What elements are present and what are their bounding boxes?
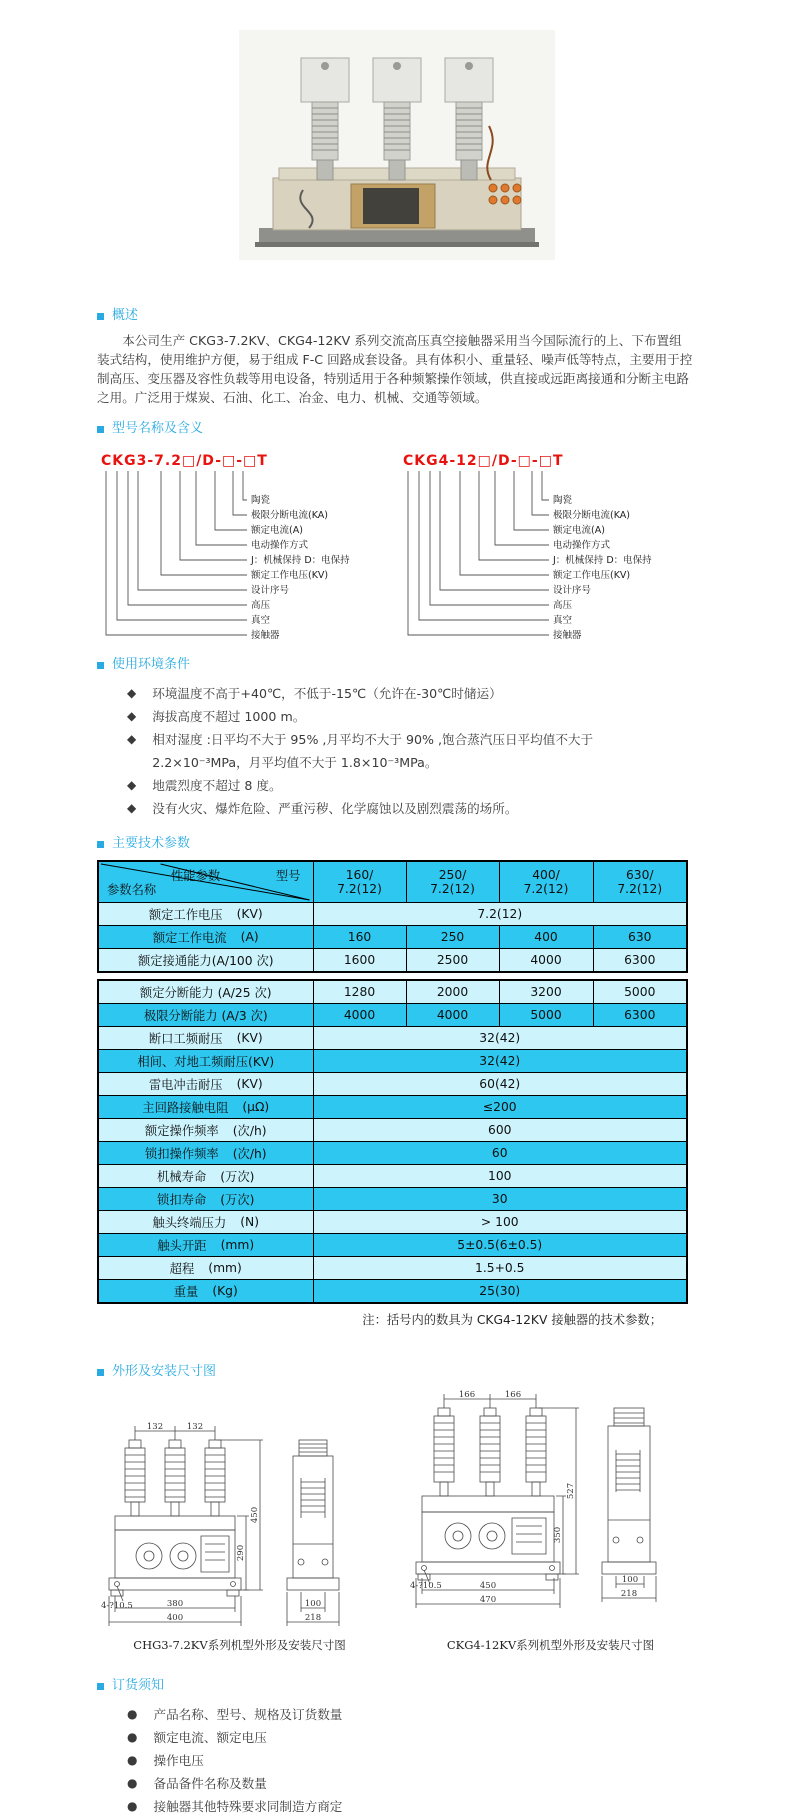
param-label: 触头终端压力 (N) xyxy=(98,1211,313,1234)
model-label: 极限分断电流(KA) xyxy=(553,510,630,521)
param-value: 4000 xyxy=(313,1004,406,1027)
param-label: 重量 (Kg) xyxy=(98,1280,313,1304)
outline-drawings xyxy=(97,1388,693,1653)
table-row xyxy=(98,1096,687,1119)
param-value: 5000 xyxy=(593,980,687,1004)
table-row xyxy=(98,980,687,1004)
param-value-span: > 100 xyxy=(313,1211,687,1234)
dim-label: 450 xyxy=(250,1506,260,1524)
model-label: J：机械保持 D：电保持 xyxy=(251,555,350,566)
dot-bullet-icon: ● xyxy=(127,1730,138,1744)
param-value: 1600 xyxy=(313,949,406,973)
param-value: 160 xyxy=(313,926,406,949)
table-header-row xyxy=(98,861,687,903)
product-datasheet-page xyxy=(0,30,793,1820)
drawing-caption-ckg3: CHG3-7.2KV系列机型外形及安装尺寸图 xyxy=(133,1638,346,1652)
model-label: 电动操作方式 xyxy=(553,540,611,551)
environment-item: ◆ 相对湿度 :日平均不大于 95% ,月平均不大于 90% ,饱合蒸汽压日平均值不大于 2.2×10⁻³MPa，月平均值不大于 1.8×10⁻³MPa。 xyxy=(97,728,693,774)
model-label: 设计序号 xyxy=(553,585,592,596)
section-drawings xyxy=(97,1364,693,1653)
table-row xyxy=(98,1257,687,1280)
overview-paragraph: 本公司生产 CKG3-7.2KV、CKG4-12KV 系列交流高压真空接触器采用当今国际流行的上、下布置组装式结构，使用维护方便，易于组成 F-C 回路成套设备。具有体积小、重量轻、噪声低等特点，主要用于控制高压、变压器及容性负载等用电设备，特别适用于各种频繁操作领域，供直接或远距离接通和分断主电路之用。广泛用于煤炭、石油、化工、冶金、电力、机械、交通等领域。 xyxy=(97,333,693,405)
column-header: 250/ 7.2(12) xyxy=(406,861,499,903)
dim-label: 218 xyxy=(304,1613,322,1623)
overview-heading xyxy=(97,308,693,324)
parameters-heading-text: 主要技术参数 xyxy=(112,836,191,851)
ordering-item: ● 备品备件名称及数量 xyxy=(97,1772,693,1795)
param-value: 2500 xyxy=(406,949,499,973)
model-label: 高压 xyxy=(553,600,573,611)
column-header: 160/ 7.2(12) xyxy=(313,861,406,903)
dim-label: 218 xyxy=(620,1589,638,1599)
param-value-span: 1.5+0.5 xyxy=(313,1257,687,1280)
param-value-span: 100 xyxy=(313,1165,687,1188)
outline-drawing-ckg3 xyxy=(97,1418,382,1632)
dim-label: 350 xyxy=(553,1526,563,1544)
param-label: 超程 (mm) xyxy=(98,1257,313,1280)
model-heading-text: 型号名称及含义 xyxy=(112,421,204,436)
environment-heading xyxy=(97,657,693,673)
corner-model-label: 型号 xyxy=(275,869,301,883)
table-note: 注：括号内的数具为 CKG4-12KV 接触器的技术参数； xyxy=(362,1313,662,1327)
model-label: 高压 xyxy=(251,600,271,611)
dim-label: 450 xyxy=(479,1581,497,1591)
model-label: 额定电流(A) xyxy=(553,525,605,536)
ordering-list xyxy=(97,1703,693,1818)
section-bullet-icon xyxy=(97,1369,104,1376)
parameters-table-top xyxy=(97,860,688,973)
section-environment xyxy=(97,657,693,820)
diamond-bullet-icon: ◆ xyxy=(127,709,137,723)
dim-label: 166 xyxy=(504,1390,522,1400)
param-value: 400 xyxy=(499,926,593,949)
product-photo-image xyxy=(239,30,555,260)
column-header: 630/ 7.2(12) xyxy=(593,861,687,903)
drawing-lines xyxy=(416,1394,656,1608)
dim-label: 132 xyxy=(146,1422,164,1432)
corner-performance-label: 性能参数 xyxy=(171,869,221,883)
model-label: 真空 xyxy=(553,615,573,626)
param-value-span: 32(42) xyxy=(313,1050,687,1073)
model-label: 极限分断电流(KA) xyxy=(251,510,328,521)
diamond-bullet-icon: ◆ xyxy=(127,686,137,700)
ordering-item: ● 操作电压 xyxy=(97,1749,693,1772)
drawing-ckg4-block xyxy=(408,1388,693,1653)
param-label: 机械寿命 (万次) xyxy=(98,1165,313,1188)
parameters-heading xyxy=(97,836,693,852)
diamond-bullet-icon: ◆ xyxy=(127,732,137,746)
ordering-item: ● 产品名称、型号、规格及订货数量 xyxy=(97,1703,693,1726)
table-row xyxy=(98,949,687,973)
table-row xyxy=(98,1004,687,1027)
param-value: 4000 xyxy=(406,1004,499,1027)
table-row xyxy=(98,1234,687,1257)
parameters-table xyxy=(97,860,693,1328)
table-row xyxy=(98,1027,687,1050)
param-label: 锁扣操作频率 (次/h) xyxy=(98,1142,313,1165)
environment-item: ◆ 没有火灾、爆炸危险、严重污秽、化学腐蚀以及剧烈震荡的场所。 xyxy=(97,797,693,820)
table-row xyxy=(98,1142,687,1165)
param-value-span: 5±0.5(6±0.5) xyxy=(313,1234,687,1257)
overview-heading-text: 概述 xyxy=(112,308,139,323)
param-label: 额定接通能力(A/100 次) xyxy=(98,949,313,973)
param-value: 250 xyxy=(406,926,499,949)
dim-label: 470 xyxy=(479,1595,497,1605)
section-model-meaning xyxy=(97,421,693,645)
section-parameters xyxy=(97,836,693,1328)
table-row xyxy=(98,903,687,926)
model-label: 电动操作方式 xyxy=(251,540,309,551)
drawing-lines xyxy=(109,1426,339,1626)
table-row xyxy=(98,1280,687,1304)
param-value: 5000 xyxy=(499,1004,593,1027)
diamond-bullet-icon: ◆ xyxy=(127,801,137,815)
param-label: 雷电冲击耐压 (KV) xyxy=(98,1073,313,1096)
param-value-span: 600 xyxy=(313,1119,687,1142)
dim-label: 100 xyxy=(621,1575,639,1585)
column-header: 400/ 7.2(12) xyxy=(499,861,593,903)
table-row xyxy=(98,1050,687,1073)
model-code-ckg4: CKG4-12□/D-□-□T xyxy=(403,453,564,469)
diamond-bullet-icon: ◆ xyxy=(127,778,137,792)
param-value-span: 25(30) xyxy=(313,1280,687,1304)
drawings-heading xyxy=(97,1364,693,1380)
model-label: 陶瓷 xyxy=(251,495,271,506)
model-label: 设计序号 xyxy=(251,585,290,596)
drawing-ckg3-block xyxy=(97,1418,382,1653)
parameters-table-bottom xyxy=(97,979,688,1304)
model-label: 额定工作电压(KV) xyxy=(251,570,329,581)
param-value: 4000 xyxy=(499,949,593,973)
model-label: 陶瓷 xyxy=(553,495,573,506)
environment-list xyxy=(97,682,693,820)
table-row xyxy=(98,1165,687,1188)
table-row xyxy=(98,1073,687,1096)
param-label: 锁扣寿命 (万次) xyxy=(98,1188,313,1211)
dim-label: 290 xyxy=(236,1544,246,1562)
param-value-span: 60 xyxy=(313,1142,687,1165)
param-label: 额定工作电压 (KV) xyxy=(98,903,313,926)
environment-heading-text: 使用环境条件 xyxy=(112,657,191,672)
ordering-heading-text: 订货须知 xyxy=(112,1678,165,1693)
dim-label: 166 xyxy=(458,1390,476,1400)
model-code-ckg3: CKG3-7.2□/D-□-□T xyxy=(101,453,268,469)
section-ordering xyxy=(97,1678,693,1818)
param-value-span: 32(42) xyxy=(313,1027,687,1050)
param-label: 额定操作频率 (次/h) xyxy=(98,1119,313,1142)
ordering-item: ● 额定电流、额定电压 xyxy=(97,1726,693,1749)
model-label: 接触器 xyxy=(251,630,280,641)
dim-label: 132 xyxy=(186,1422,204,1432)
drawing-caption-ckg4: CKG4-12KV系列机型外形及安装尺寸图 xyxy=(446,1638,655,1652)
model-label: 额定工作电压(KV) xyxy=(553,570,631,581)
dim-label: 4-?10.5 xyxy=(410,1581,442,1591)
environment-item: ◆ 环境温度不高于+40℃，不低于-15℃（允许在-30℃时储运） xyxy=(97,682,693,705)
environment-item: ◆ 海拔高度不超过 1000 m。 xyxy=(97,705,693,728)
dim-label: 380 xyxy=(166,1599,184,1609)
param-value: 1280 xyxy=(313,980,406,1004)
section-bullet-icon xyxy=(97,313,104,320)
model-diagram-ckg3 xyxy=(97,447,395,645)
dim-label: 100 xyxy=(304,1599,322,1609)
dot-bullet-icon: ● xyxy=(127,1707,138,1721)
param-label: 主回路接触电阻 (μΩ) xyxy=(98,1096,313,1119)
dot-bullet-icon: ● xyxy=(127,1753,138,1767)
param-value: 2000 xyxy=(406,980,499,1004)
dot-bullet-icon: ● xyxy=(127,1776,138,1790)
param-label: 相间、对地工频耐压(KV) xyxy=(98,1050,313,1073)
model-diagrams xyxy=(97,447,693,645)
model-connector-lines xyxy=(106,471,247,635)
table-row xyxy=(98,1188,687,1211)
product-photo xyxy=(239,30,555,264)
dim-label: 400 xyxy=(166,1613,184,1623)
param-label: 断口工频耐压 (KV) xyxy=(98,1027,313,1050)
param-label: 额定分断能力 (A/25 次) xyxy=(98,980,313,1004)
model-label: 真空 xyxy=(251,615,271,626)
corner-parameter-label: 参数名称 xyxy=(107,883,157,897)
dim-label: 4-?10.5 xyxy=(101,1601,133,1611)
param-value: 6300 xyxy=(593,1004,687,1027)
table-corner-cell xyxy=(98,861,313,903)
param-value-span: 60(42) xyxy=(313,1073,687,1096)
table-row xyxy=(98,1211,687,1234)
environment-item: ◆ 地震烈度不超过 8 度。 xyxy=(97,774,693,797)
model-heading xyxy=(97,421,693,437)
model-label: 接触器 xyxy=(553,630,582,641)
param-value-span: 7.2(12) xyxy=(313,903,687,926)
ordering-item: ● 接触器其他特殊要求同制造方商定 xyxy=(97,1795,693,1818)
section-overview xyxy=(97,308,693,407)
table-row xyxy=(98,1119,687,1142)
ordering-heading xyxy=(97,1678,693,1694)
section-bullet-icon xyxy=(97,426,104,433)
section-bullet-icon xyxy=(97,841,104,848)
param-value-span: 30 xyxy=(313,1188,687,1211)
model-connector-lines xyxy=(408,471,549,635)
param-value: 3200 xyxy=(499,980,593,1004)
drawings-heading-text: 外形及安装尺寸图 xyxy=(112,1364,217,1379)
model-label: 额定电流(A) xyxy=(251,525,303,536)
dim-label: 527 xyxy=(566,1482,576,1500)
param-label: 触头开距 (mm) xyxy=(98,1234,313,1257)
model-diagram-ckg4 xyxy=(399,447,693,645)
param-label: 额定工作电流 (A) xyxy=(98,926,313,949)
outline-drawing-ckg4 xyxy=(408,1388,693,1632)
dot-bullet-icon: ● xyxy=(127,1799,138,1813)
param-label: 极限分断能力 (A/3 次) xyxy=(98,1004,313,1027)
section-bullet-icon xyxy=(97,1683,104,1690)
param-value: 630 xyxy=(593,926,687,949)
param-value: 6300 xyxy=(593,949,687,973)
param-value-span: ≤200 xyxy=(313,1096,687,1119)
table-row xyxy=(98,926,687,949)
model-label: J：机械保持 D：电保持 xyxy=(553,555,652,566)
section-bullet-icon xyxy=(97,662,104,669)
